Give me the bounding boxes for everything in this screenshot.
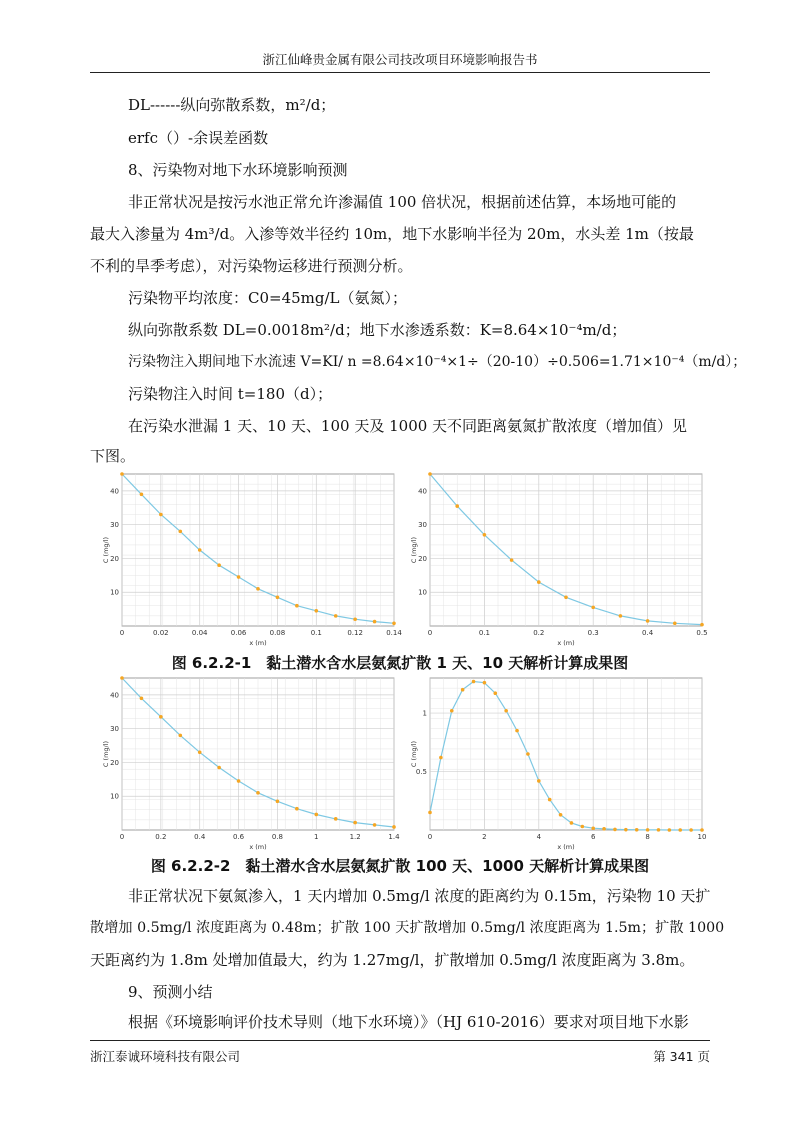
y-tick-label: 10 — [110, 792, 119, 801]
data-point — [461, 688, 465, 692]
data-point — [353, 821, 357, 825]
x-tick-label: 4 — [536, 833, 542, 841]
data-point — [515, 729, 519, 733]
figure-caption-1: 图 6.2.2-1 黏土潜水含水层氨氮扩散 1 天、10 天解析计算成果图 — [171, 654, 629, 672]
data-point — [237, 779, 241, 783]
data-point — [678, 828, 682, 832]
y-axis-label: C (mg/l) — [102, 740, 110, 768]
data-point — [673, 621, 677, 625]
y-tick-label: 30 — [110, 725, 119, 734]
x-tick-label: 1.4 — [388, 833, 400, 841]
text-line: 非正常状况下氨氮渗入，1 天内增加 0.5mg/l 浓度的距离约为 0.15m，污染物 10 天扩 — [128, 887, 711, 905]
figure-caption-2: 图 6.2.2-2 黏土潜水含水层氨氮扩散 100 天、1000 天解析计算成果图 — [150, 857, 650, 875]
data-point — [256, 587, 260, 591]
data-point — [493, 691, 497, 695]
data-point — [439, 756, 443, 760]
data-point — [548, 798, 552, 802]
data-point — [217, 563, 221, 567]
text-line: 天距离约为 1.8m 处增加值最大，约为 1.27mg/l，扩散增加 0.5mg/l 浓度距离为 3.8m。 — [90, 951, 695, 969]
text-line-dl: DL------纵向弥散系数，m²/d； — [128, 96, 336, 114]
x-tick-label: 10 — [697, 833, 707, 841]
x-tick-label: 0 — [427, 629, 433, 637]
data-point — [700, 828, 704, 832]
x-tick-label: 0.1 — [310, 629, 322, 637]
text-line: 污染物注入期间地下水流速 V=KI/ n =8.64×10⁻⁴×1÷（20-10）÷0.506=1.71×10⁻⁴（m/d）； — [128, 354, 747, 370]
text-line-erfc: erfc（）-余误差函数 — [128, 129, 269, 147]
data-point — [472, 680, 476, 684]
data-point — [198, 751, 202, 755]
x-tick-label: 0.8 — [271, 833, 283, 841]
y-tick-label: 40 — [110, 691, 119, 700]
x-axis-label: x (m) — [249, 639, 267, 647]
x-axis-label: x (m) — [557, 639, 575, 647]
data-point — [613, 828, 617, 832]
text-line: 纵向弥散系数 DL=0.0018m²/d；地下水渗透系数：K=8.64×10⁻⁴m/d； — [128, 321, 627, 339]
chart-100-day — [100, 672, 400, 852]
data-point — [504, 709, 508, 713]
data-point — [483, 681, 487, 685]
data-point — [140, 492, 144, 496]
x-tick-label: 0.6 — [233, 833, 245, 841]
x-axis-label: x (m) — [557, 843, 575, 851]
x-tick-label: 0 — [119, 833, 125, 841]
x-tick-label: 2 — [482, 833, 487, 841]
data-point — [140, 696, 144, 700]
data-point — [276, 595, 280, 599]
data-point — [237, 575, 241, 579]
footer-company: 浙江泰诚环境科技有限公司 — [90, 1049, 241, 1064]
data-point — [602, 827, 606, 831]
y-tick-label: 10 — [418, 588, 427, 597]
data-point — [178, 734, 182, 738]
data-point — [373, 823, 377, 827]
data-point — [314, 609, 318, 613]
data-point — [657, 828, 661, 832]
data-point — [646, 619, 650, 623]
data-point — [295, 604, 299, 608]
page-footer — [90, 1040, 710, 1064]
x-axis-label: x (m) — [249, 843, 267, 851]
x-tick-label: 0.1 — [478, 629, 490, 637]
x-tick-label: 6 — [590, 833, 596, 841]
data-point — [510, 558, 514, 562]
x-tick-label: 0.4 — [194, 833, 206, 841]
text-line: 在污染水泄漏 1 天、10 天、100 天及 1000 天不同距离氨氮扩散浓度（增加值）见 — [128, 417, 688, 435]
data-point — [591, 826, 595, 830]
data-point — [700, 623, 704, 627]
section-heading-8: 8、污染物对地下水环境影响预测 — [128, 161, 348, 179]
data-point — [334, 817, 338, 821]
text-line: 污染物平均浓度：C0=45mg/L（氨氮）； — [128, 289, 408, 307]
data-point — [668, 828, 672, 832]
data-point — [455, 504, 459, 508]
y-tick-label: 40 — [110, 487, 119, 496]
y-axis-label: C (mg/l) — [410, 536, 418, 564]
data-point — [159, 513, 163, 517]
text-line: 根据《环境影响评价技术导则（地下水环境）》（HJ 610-2016）要求对项目地下水影 — [128, 1013, 689, 1031]
x-tick-label: 0.04 — [191, 629, 208, 637]
data-point — [581, 825, 585, 829]
x-tick-label: 0.14 — [386, 629, 402, 637]
x-tick-label: 1.2 — [349, 833, 361, 841]
y-axis-label: C (mg/l) — [102, 536, 110, 564]
text-line: 最大入渗量为 4m³/d。入渗等效半径约 10m，地下水影响半径为 20m，水头差 1m（按最 — [90, 225, 694, 243]
data-point — [314, 813, 318, 817]
x-tick-label: 0 — [119, 629, 125, 637]
x-tick-label: 0.02 — [153, 629, 169, 637]
text-line: 下图。 — [90, 447, 136, 465]
data-point — [619, 614, 623, 618]
x-tick-label: 0.08 — [269, 629, 286, 637]
data-point — [689, 828, 693, 832]
data-point — [120, 472, 124, 476]
data-point — [559, 813, 563, 817]
chart-10-day — [408, 468, 708, 648]
x-tick-label: 1 — [314, 833, 319, 841]
data-point — [159, 715, 163, 719]
x-tick-label: 0.2 — [155, 833, 167, 841]
y-tick-label: 40 — [418, 487, 427, 496]
x-tick-label: 0.2 — [533, 629, 545, 637]
data-point — [624, 828, 628, 832]
y-tick-label: 20 — [418, 554, 427, 563]
text-line: 散增加 0.5mg/l 浓度距离为 0.48m；扩散 100 天扩散增加 0.5mg/l 浓度距离为 1.5m；扩散 1000 — [90, 920, 725, 936]
page-header: 浙江仙峰贵金属有限公司技改项目环境影响报告书 — [90, 50, 710, 73]
section-heading-9: 9、预测小结 — [128, 983, 213, 1001]
y-tick-label: 0.5 — [415, 768, 427, 777]
data-point — [373, 620, 377, 624]
data-point — [392, 621, 396, 625]
y-tick-label: 30 — [110, 521, 119, 530]
data-point — [353, 617, 357, 621]
data-point — [295, 807, 299, 811]
y-tick-label: 20 — [110, 554, 119, 563]
data-point — [526, 752, 530, 756]
text-line: 非正常状况是按污水池正常允许渗漏值 100 倍状况，根据前述估算，本场地可能的 — [128, 193, 677, 211]
data-point — [428, 472, 432, 476]
x-tick-label: 0.06 — [230, 629, 247, 637]
y-tick-label: 30 — [418, 521, 427, 530]
data-point — [334, 614, 338, 618]
page-number: 第 341 页 — [653, 1049, 710, 1064]
x-tick-label: 0.12 — [347, 629, 363, 637]
data-point — [450, 709, 454, 713]
x-tick-label: 0.4 — [642, 629, 654, 637]
data-point — [537, 779, 541, 783]
x-tick-label: 8 — [645, 833, 650, 841]
data-point — [635, 828, 639, 832]
data-point — [591, 606, 595, 610]
text-line: 污染物注入时间 t=180（d）； — [128, 385, 333, 403]
data-point — [570, 821, 574, 825]
data-point — [217, 766, 221, 770]
data-point — [537, 580, 541, 584]
data-point — [646, 828, 650, 832]
chart-1000-day — [408, 672, 708, 852]
data-point — [483, 533, 487, 537]
x-tick-label: 0.3 — [587, 629, 599, 637]
data-point — [564, 595, 568, 599]
x-tick-label: 0.5 — [696, 629, 708, 637]
data-point — [428, 811, 432, 815]
y-axis-label: C (mg/l) — [410, 740, 418, 768]
y-tick-label: 20 — [110, 758, 119, 767]
data-point — [392, 825, 396, 829]
data-point — [276, 799, 280, 803]
y-tick-label: 1 — [422, 709, 427, 718]
data-point — [256, 791, 260, 795]
y-tick-label: 10 — [110, 588, 119, 597]
x-tick-label: 0 — [427, 833, 433, 841]
data-point — [198, 548, 202, 552]
data-point — [120, 676, 124, 680]
data-point — [178, 530, 182, 534]
text-line: 不利的旱季考虑），对污染物运移进行预测分析。 — [90, 257, 413, 275]
chart-1-day — [100, 468, 400, 648]
